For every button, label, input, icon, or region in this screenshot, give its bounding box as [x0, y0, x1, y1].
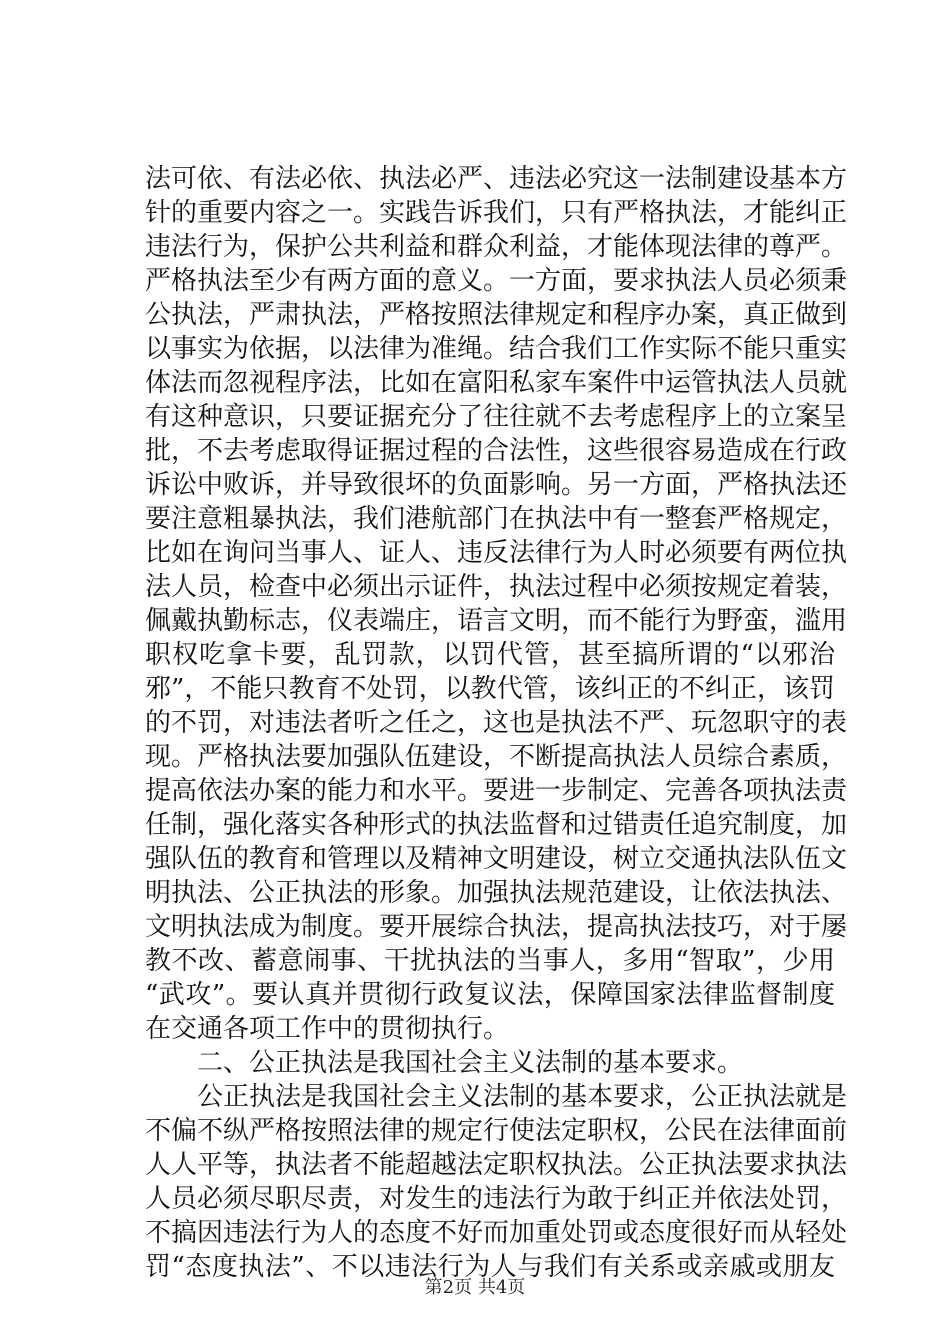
text-line: 要注意粗暴执法，我们港航部门在执法中有一整套严格规定， — [145, 504, 848, 534]
text-line: 比如在询问当事人、证人、违反法律行为人时必须要有两位执 — [145, 538, 848, 568]
text-line: 诉讼中败诉，并导致很坏的负面影响。另一方面，严格执法还 — [145, 470, 848, 500]
text-line: 的不罚，对违法者听之任之，这也是执法不严、玩忽职守的表 — [145, 708, 848, 738]
text-line: 在交通各项工作中的贯彻执行。 — [145, 1014, 510, 1044]
text-line: 针的重要内容之一。实践告诉我们，只有严格执法，才能纠正 — [145, 198, 848, 228]
text-line: 提高依法办案的能力和水平。要进一步制定、完善各项执法责 — [145, 776, 848, 806]
text-line: 以事实为依据，以法律为准绳。结合我们工作实际不能只重实 — [145, 334, 848, 364]
text-line: 不搞因违法行为人的态度不好而加重处罚或态度很好而从轻处 — [145, 1218, 848, 1248]
text-line: 违法行为，保护公共利益和群众利益，才能体现法律的尊严。 — [145, 232, 848, 262]
text-line: 批，不去考虑取得证据过程的合法性，这些很容易造成在行政 — [145, 436, 848, 466]
text-line: 文明执法成为制度。要开展综合执法，提高执法技巧，对于屡 — [145, 912, 848, 942]
text-line: 不偏不纵严格按照法律的规定行使法定职权，公民在法律面前 — [145, 1116, 848, 1146]
text-line: 职权吃拿卡要，乱罚款，以罚代管，甚至搞所谓的“以邪治 — [145, 640, 835, 670]
text-line: 明执法、公正执法的形象。加强执法规范建设，让依法执法、 — [145, 878, 848, 908]
text-line: 人人平等，执法者不能超越法定职权执法。公正执法要求执法 — [145, 1150, 848, 1180]
text-line: 公正执法是我国社会主义法制的基本要求，公正执法就是 — [145, 1082, 848, 1112]
text-line: 严格执法至少有两方面的意义。一方面，要求执法人员必须秉 — [145, 266, 848, 296]
text-line: 公执法，严肃执法，严格按照法律规定和程序办案，真正做到 — [145, 300, 848, 330]
page-footer: 第2页 共4页 — [424, 1277, 526, 1298]
body-text — [145, 162, 848, 1284]
text-line: 罚“态度执法”、不以违法行为人与我们有关系或亲戚或朋友 — [145, 1252, 835, 1282]
text-line: 现。严格执法要加强队伍建设，不断提高执法人员综合素质， — [145, 742, 848, 772]
text-line: 人员必须尽职尽责，对发生的违法行为敢于纠正并依法处罚， — [145, 1184, 848, 1214]
section-heading: 二、公正执法是我国社会主义法制的基本要求。 — [145, 1048, 744, 1078]
text-line: 体法而忽视程序法，比如在富阳私家车案件中运管执法人员就 — [145, 368, 848, 398]
text-line: 法人员，检查中必须出示证件，执法过程中必须按规定着装， — [145, 572, 848, 602]
text-line: 教不改、蓄意闹事、干扰执法的当事人，多用“智取”，少用 — [145, 946, 835, 976]
text-line: 法可依、有法必依、执法必严、违法必究这一法制建设基本方 — [145, 164, 848, 194]
text-line: 强队伍的教育和管理以及精神文明建设，树立交通执法队伍文 — [145, 844, 848, 874]
text-line: 佩戴执勤标志，仪表端庄，语言文明，而不能行为野蛮，滥用 — [145, 606, 848, 636]
text-line: 邪”，不能只教育不处罚，以教代管，该纠正的不纠正，该罚 — [145, 674, 835, 704]
text-line: “武攻”。要认真并贯彻行政复议法，保障国家法律监督制度 — [145, 980, 835, 1010]
text-line: 任制，强化落实各种形式的执法监督和过错责任追究制度，加 — [145, 810, 848, 840]
text-line: 有这种意识，只要证据充分了往往就不去考虑程序上的立案呈 — [145, 402, 848, 432]
